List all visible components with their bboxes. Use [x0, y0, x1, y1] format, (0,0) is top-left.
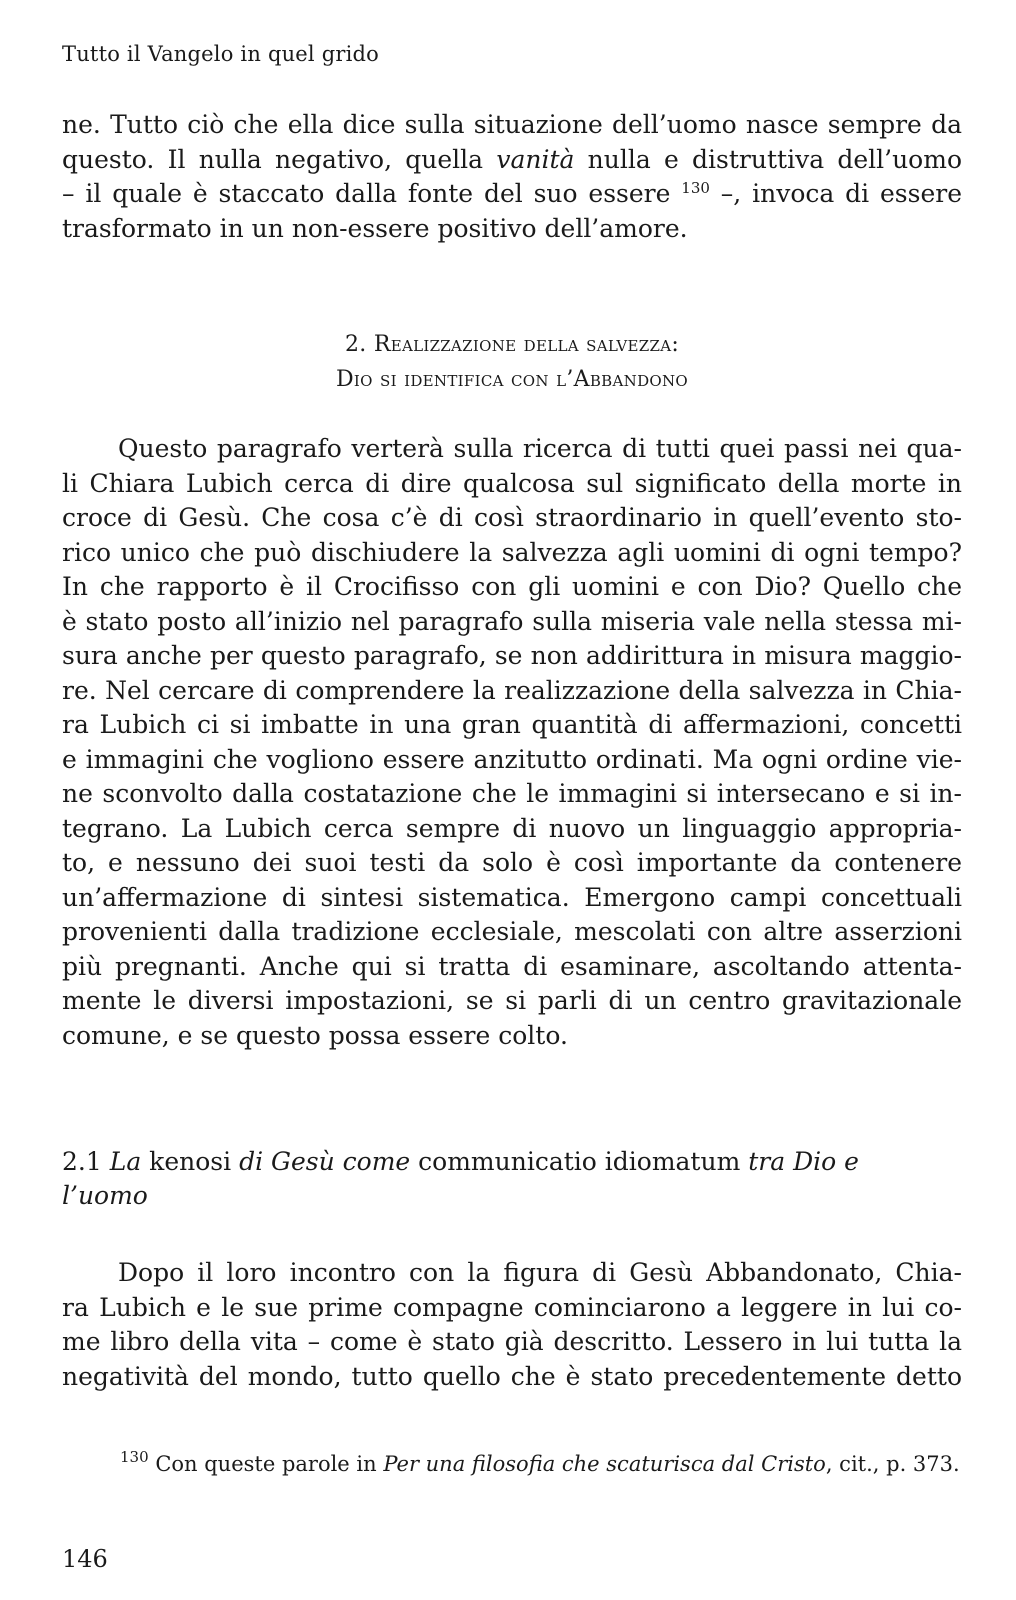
- text-line: questo. Il nulla negativo, quella vanità nulla e distruttiva dell’uomo: [62, 144, 962, 174]
- paragraph-intro: [62, 108, 962, 246]
- text-line: me libro della vita – come è stato già descritto. Lessero in lui tutta la: [62, 1327, 962, 1356]
- footnote-ref[interactable]: 130: [681, 179, 710, 197]
- text-line: In che rapporto è il Crocifisso con gli uomini e con Dio? Quello che: [62, 572, 962, 601]
- page-number: 146: [62, 1545, 108, 1573]
- italic-term: vanità: [496, 144, 575, 174]
- text-line: comune, e se questo possa essere colto.: [62, 1020, 568, 1050]
- text-line: negatività del mondo, tutto quello che è stato precedentemente detto: [62, 1361, 962, 1391]
- footnote: $^{130}$ Con queste parole in Per una filosofia che scaturisca dal Cristo, cit., p. 373.: [120, 1448, 960, 1476]
- book-page: [62, 0, 962, 1600]
- text-line: mente le diversi impostazioni, se si parli di un centro gravitazionale: [62, 986, 962, 1015]
- text-line: provenienti dalla tradizione ecclesiale, mescolati con altre asserzioni: [62, 917, 962, 946]
- text-line: Questo paragrafo verterà sulla ricerca di tutti quei passi nei qua-: [118, 434, 962, 463]
- text-line: è stato posto all’inizio nel paragrafo sulla miseria vale nella stessa mi-: [62, 606, 962, 636]
- text-line: – il quale è staccato dalla fonte del suo essere $^{130}$ –, invoca di essere: [62, 179, 962, 208]
- text-line: e immagini che vogliono essere anzitutto ordinati. Ma ogni ordine vie-: [62, 744, 962, 774]
- text-line: ra Lubich ci si imbatte in una gran quantità di affermazioni, concetti: [62, 710, 962, 739]
- running-head: Tutto il Vangelo in quel grido: [62, 42, 380, 66]
- text-line: un’affermazione di sintesi sistematica. Emergono campi concettuali: [62, 882, 962, 912]
- text-line: tegrano. La Lubich cerca sempre di nuovo un linguaggio appropria-: [62, 813, 962, 843]
- paragraph-main: [62, 432, 962, 1053]
- text-line: ra Lubich e le sue prime compagne cominciarono a leggere in lui co-: [62, 1292, 962, 1322]
- text-line: li Chiara Lubich cerca di dire qualcosa sul significato della morte in: [62, 468, 962, 498]
- text-line: più pregnanti. Anche qui si tratta di esaminare, ascoltando attenta-: [62, 951, 962, 981]
- section-heading-line: 2. Realizzazione della salvezza:: [344, 332, 680, 357]
- text-line: sura anche per questo paragrafo, se non addirittura in misura maggio-: [62, 641, 962, 670]
- text-line: croce di Gesù. Che cosa c’è di così straordinario in quell’evento sto-: [62, 503, 962, 532]
- footnote-number: 130: [120, 1448, 149, 1466]
- text-line: re. Nel cercare di comprendere la realizzazione della salvezza in Chia-: [62, 675, 962, 705]
- text-line: ne sconvolto dalla costatazione che le immagini si intersecano e si in-: [62, 779, 962, 808]
- subsection-heading: 2.1 La kenosi di Gesù come communicatio idiomatum tra Dio e l’uomo: [62, 1147, 859, 1210]
- section-heading-line: Dio si identifica con l’Abbandono: [335, 366, 689, 392]
- text-line: Dopo il loro incontro con la figura di Gesù Abbandonato, Chia-: [118, 1258, 962, 1287]
- text-line: to, e nessuno dei suoi testi da solo è così importante da contenere: [62, 848, 962, 877]
- text-line: rico unico che può dischiudere la salvezza agli uomini di ogni tempo?: [62, 537, 962, 567]
- section-heading: [62, 328, 962, 397]
- text-line: trasformato in un non-essere positivo dell’amore.: [62, 213, 688, 243]
- paragraph-next: [62, 1256, 962, 1394]
- cited-title: Per una filosofia che scaturisca dal Cristo: [383, 1452, 826, 1476]
- text-line: ne. Tutto ciò che ella dice sulla situazione dell’uomo nasce sempre da: [62, 110, 962, 139]
